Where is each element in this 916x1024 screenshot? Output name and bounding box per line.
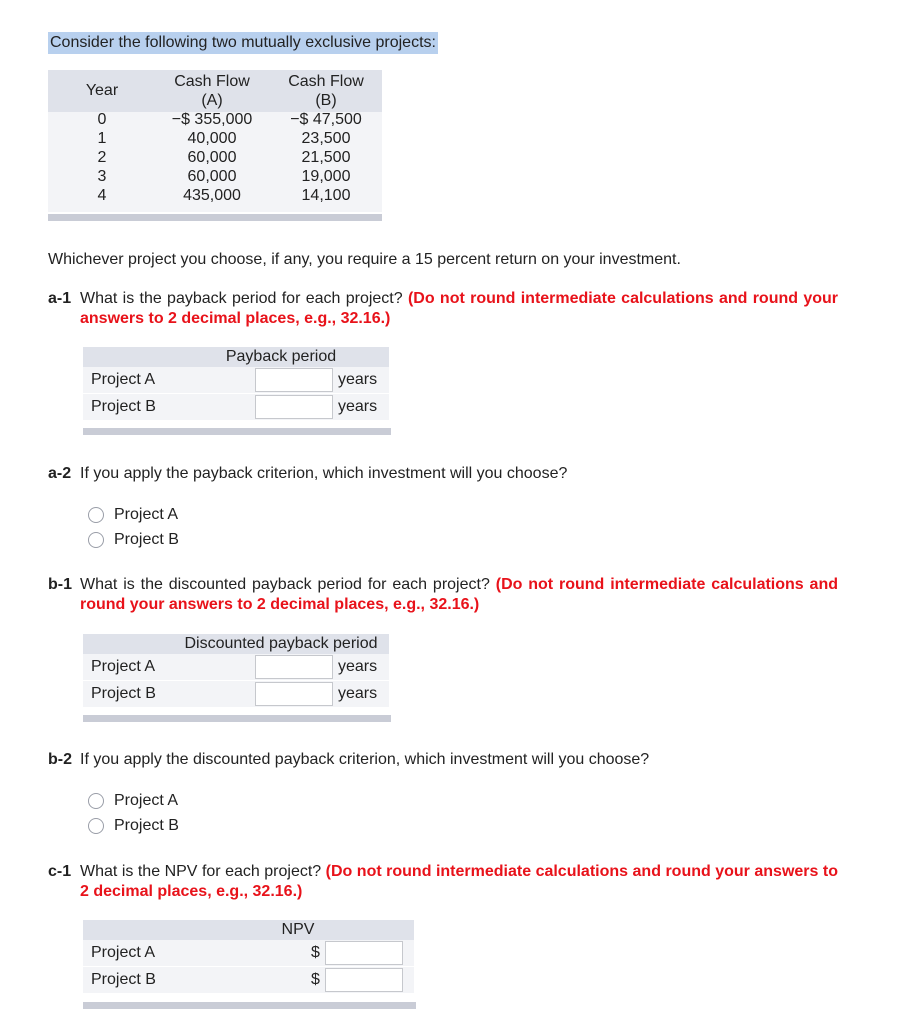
radio-label[interactable]: Project A (114, 506, 179, 523)
question-number: a-1 (48, 290, 72, 307)
unit-label: years (338, 398, 378, 415)
rounding-instruction: (Do not round intermediate calculations and round your answers to 2 decimal places, e.g., 32.16.) (80, 290, 838, 327)
currency-symbol: $ (311, 971, 320, 988)
npv-project-b-input[interactable] (325, 968, 403, 992)
cash-a-cell: 435,000 (183, 187, 241, 204)
question-a1 (80, 289, 838, 329)
column-header-npv: NPV (281, 921, 315, 938)
header-year: Year (85, 82, 119, 99)
row-label: Project B (91, 685, 156, 702)
payback-project-a-input[interactable] (255, 368, 333, 392)
header-cash-flow-b: Cash Flow (288, 73, 364, 90)
radio-project-a[interactable] (88, 793, 104, 809)
year-cell: 1 (97, 130, 107, 147)
cash-a-cell: −$ 355,000 (171, 111, 253, 128)
year-cell: 3 (97, 168, 107, 185)
cash-b-cell: 19,000 (301, 168, 351, 185)
cash-a-cell: 60,000 (187, 149, 237, 166)
unit-label: years (338, 685, 378, 702)
row-label: Project A (91, 658, 156, 675)
header-cash-flow-a-label: (A) (201, 92, 223, 109)
year-cell: 0 (97, 111, 107, 128)
table-bottom-bar (83, 1002, 416, 1009)
rounding-instruction: (Do not round intermediate calculations and round your answers to 2 decimal places, e.g., 32.16.) (80, 863, 838, 900)
payback-project-b-input[interactable] (255, 395, 333, 419)
cash-b-cell: 14,100 (301, 187, 351, 204)
rounding-instruction: (Do not round intermediate calculations and round your answers to 2 decimal places, e.g., 32.16.) (80, 576, 839, 613)
row-label: Project B (91, 971, 156, 988)
question-b2: If you apply the discounted payback criterion, which investment will you choose? (80, 751, 650, 768)
question-c1 (80, 862, 838, 902)
question-number: b-1 (48, 576, 72, 593)
radio-project-b[interactable] (88, 818, 104, 834)
question-text: What is the discounted payback period for each project? (80, 576, 490, 593)
row-label: Project B (91, 398, 156, 415)
row-label: Project A (91, 944, 156, 961)
table-bottom-bar (83, 715, 391, 722)
question-a2: If you apply the payback criterion, which investment will you choose? (80, 465, 568, 482)
npv-project-a-input[interactable] (325, 941, 403, 965)
cash-table-bottom-bar (48, 214, 382, 221)
radio-label[interactable]: Project A (114, 792, 179, 809)
question-number: c-1 (48, 863, 72, 880)
year-cell: 2 (97, 149, 107, 166)
cash-b-cell: −$ 47,500 (290, 111, 362, 128)
cash-b-cell: 23,500 (301, 130, 351, 147)
question-text: What is the payback period for each project? (80, 290, 403, 307)
row-label: Project A (91, 371, 156, 388)
column-header-discounted-payback: Discounted payback period (184, 635, 378, 652)
question-number: a-2 (48, 465, 72, 482)
cash-a-cell: 60,000 (187, 168, 237, 185)
question-text: What is the NPV for each project? (80, 863, 322, 880)
required-return-text: Whichever project you choose, if any, you require a 15 percent return on your investment. (48, 251, 681, 268)
radio-label[interactable]: Project B (114, 531, 179, 548)
cash-a-cell: 40,000 (187, 130, 237, 147)
header-cash-flow-a: Cash Flow (174, 73, 250, 90)
column-header-payback-period: Payback period (225, 348, 337, 365)
header-cash-flow-b-label: (B) (315, 92, 337, 109)
table-bottom-bar (83, 428, 391, 435)
currency-symbol: $ (311, 944, 320, 961)
question-b1 (80, 575, 838, 615)
table-header-bg (83, 920, 414, 940)
unit-label: years (338, 658, 378, 675)
intro-text: Consider the following two mutually exclusive projects: (48, 32, 438, 54)
discounted-payback-project-a-input[interactable] (255, 655, 333, 679)
question-number: b-2 (48, 751, 72, 768)
unit-label: years (338, 371, 378, 388)
radio-label[interactable]: Project B (114, 817, 179, 834)
year-cell: 4 (97, 187, 107, 204)
radio-project-b[interactable] (88, 532, 104, 548)
cash-b-cell: 21,500 (301, 149, 351, 166)
discounted-payback-project-b-input[interactable] (255, 682, 333, 706)
radio-project-a[interactable] (88, 507, 104, 523)
